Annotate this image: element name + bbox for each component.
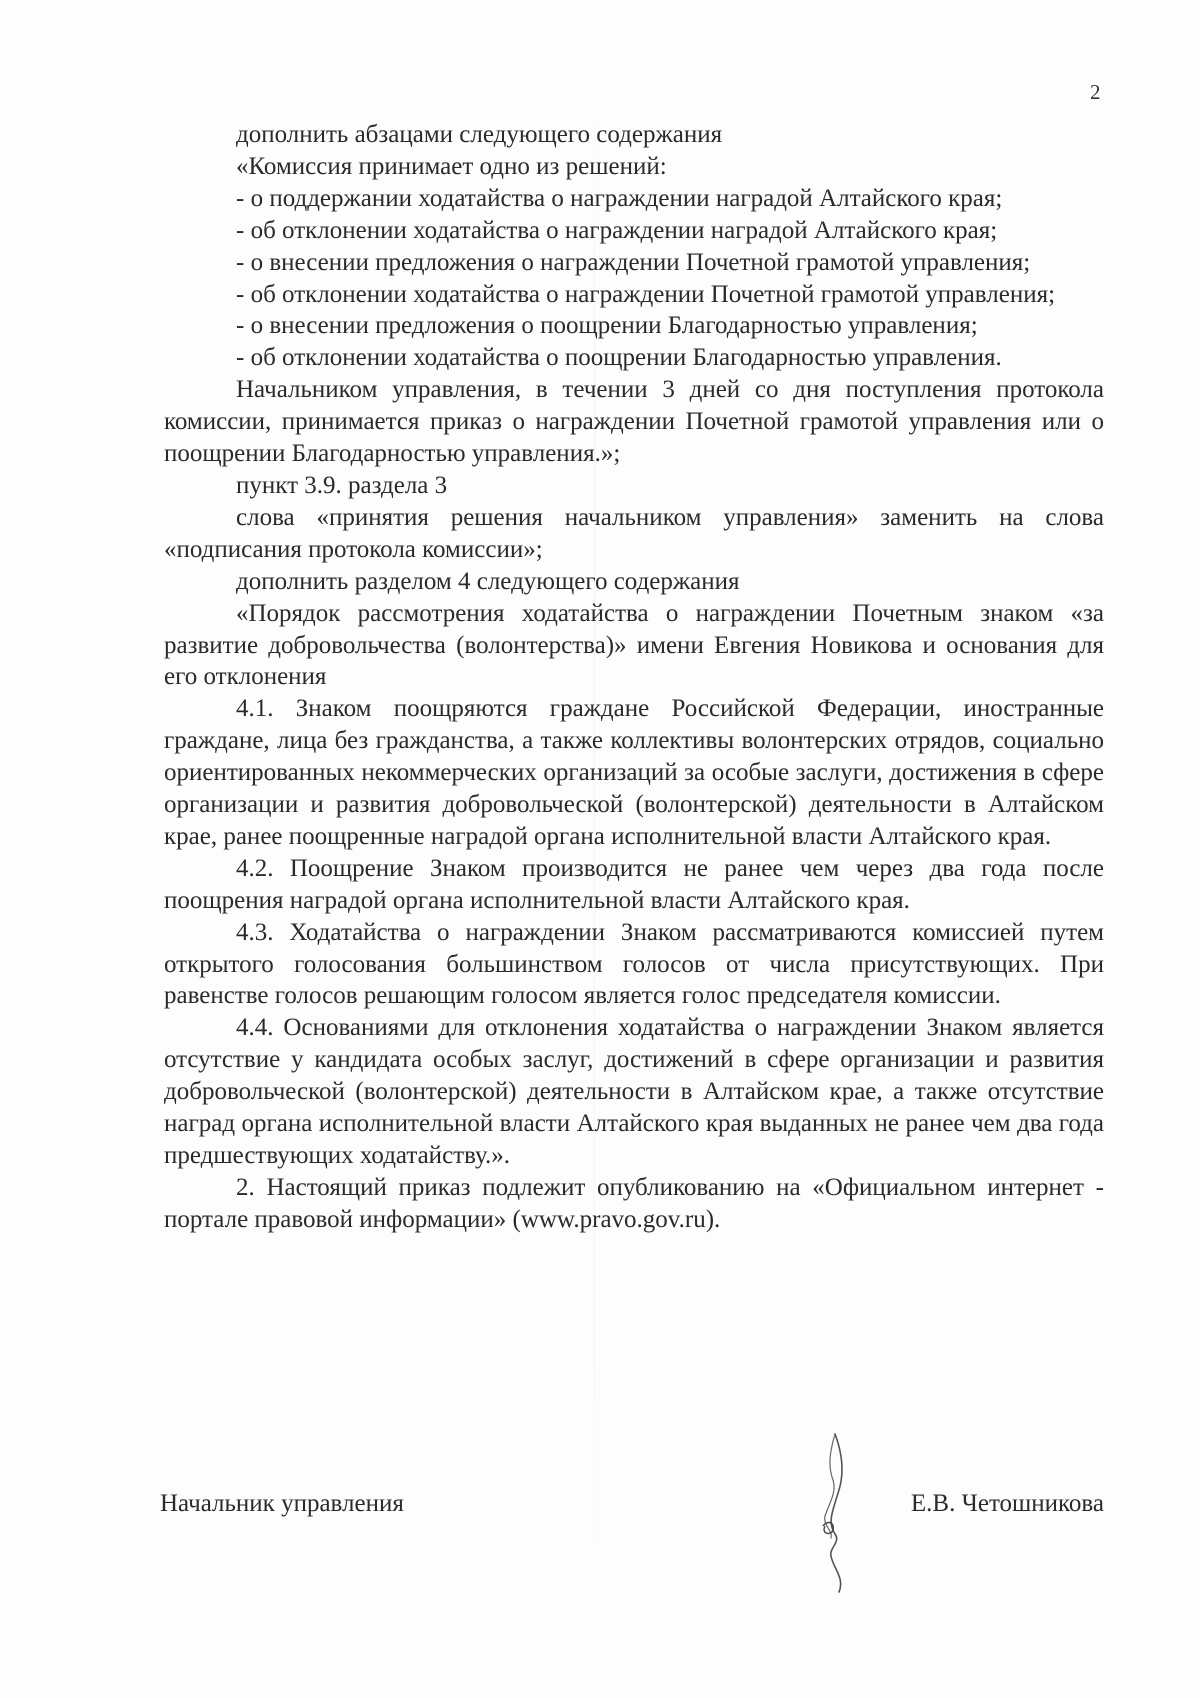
signatory-name: Е.В. Четошникова [910,1490,1104,1517]
paragraph: 2. Настоящий приказ подлежит опубликованию на «Официальном интернет - портале правовой информации» (www.pravo.gov.ru). [164,1173,1104,1233]
paragraph: 4.1. Знаком поощряются граждане Российской Федерации, иностранные граждане, лица без гражданства, а также коллективы волонтерских отрядов, социально ориентированных некоммерческих организаций за особые заслуги, достижения в сфере организации и развития добровольческой (волонтерской) деятельности в Алтайском крае, ранее поощренные наградой органа исполнительной власти Алтайского края. [164,695,1104,850]
paragraph: 4.4. Основаниями для отклонения ходатайства о награждении Знаком является отсутствие у кандидата особых заслуг, достижений в сфере организации и развития добровольческой (волонтерской) деятельности в Алтайском крае, а также отсутствие наград органа исполнительной власти Алтайского края выданных не ранее чем два года предшествующих ходатайству.». [164,1014,1104,1169]
paragraph: 4.3. Ходатайства о награждении Знаком рассматриваются комиссией путем открытого голосования большинством голосов от числа присутствующих. При равенстве голосов решающим голосом является голос председателя комиссии. [164,918,1104,1010]
paragraph: дополнить абзацами следующего содержания [236,121,723,148]
page-number: 2 [1090,80,1101,104]
signatory-title: Начальник управления [160,1490,404,1517]
signature-block [160,1490,1104,1530]
paragraph: слова «принятия решения начальником управления» заменить на слова «подписания протокола комиссии»; [164,503,1104,563]
paragraph: - об отклонении ходатайства о награждении Почетной грамотой управления; [236,280,1056,308]
handwritten-signature-icon [805,1430,865,1595]
document-body [164,119,1104,1236]
paragraph: «Комиссия принимает одно из решений: [236,152,667,180]
paragraph: 4.2. Поощрение Знаком производится не ранее чем через два года после поощрения наградой органа исполнительной власти Алтайского края. [164,854,1104,914]
paragraph: дополнить разделом 4 следующего содержания [236,567,740,595]
paragraph: - о внесении предложения о поощрении Благодарностью управления; [236,312,978,340]
paragraph: - о внесении предложения о награждении Почетной грамотой управления; [236,248,1031,276]
paragraph: - об отклонении ходатайства о поощрении Благодарностью управления. [236,344,1002,372]
paragraph: - об отклонении ходатайства о награждении наградой Алтайского края; [236,216,998,244]
paragraph: - о поддержании ходатайства о награждении наградой Алтайского края; [236,184,1003,212]
paragraph: пункт 3.9. раздела 3 [236,471,448,499]
paragraph: «Порядок рассмотрения ходатайства о награждении Почетным знаком «за развитие добровольчества (волонтерства)» имени Евгения Новикова и основания для его отклонения [164,599,1104,691]
paragraph: Начальником управления, в течении 3 дней со дня поступления протокола комиссии, принимается приказ о награждении Почетной грамотой управления или о поощрении Благодарностью управления.»; [164,376,1104,468]
